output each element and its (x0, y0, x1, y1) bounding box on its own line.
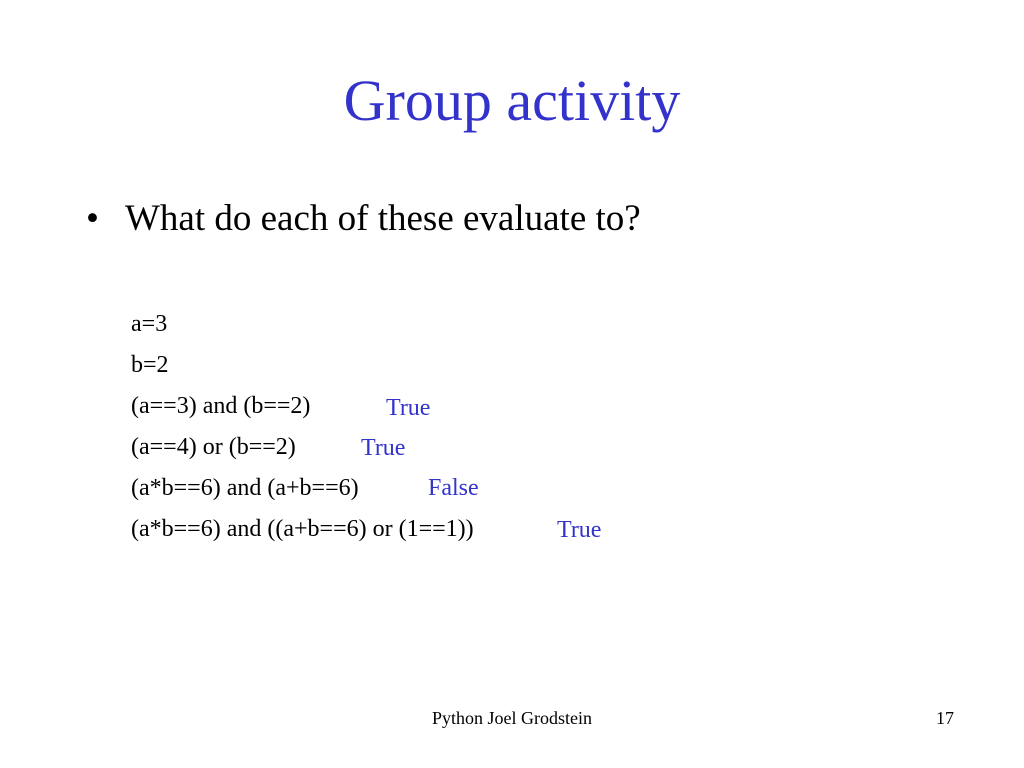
code-line-expr-2: (a==4) or (b==2) (131, 434, 296, 460)
code-line-b: b=2 (131, 352, 169, 378)
answer-3: False (428, 475, 479, 501)
page-number: 17 (936, 708, 954, 728)
bullet-marker: • (86, 198, 99, 239)
answer-4: True (557, 517, 602, 543)
code-line-expr-3: (a*b==6) and (a+b==6) (131, 475, 359, 501)
slide-title: Group activity (343, 68, 681, 133)
code-line-expr-1: (a==3) and (b==2) (131, 393, 311, 419)
code-line-expr-4: (a*b==6) and ((a+b==6) or (1==1)) (131, 516, 474, 542)
footer-text: Python Joel Grodstein (432, 708, 592, 728)
code-line-a: a=3 (131, 311, 168, 337)
answer-2: True (361, 435, 406, 461)
bullet-item (86, 196, 641, 242)
answer-1: True (386, 395, 431, 421)
bullet-text: What do each of these evaluate to? (125, 198, 641, 239)
